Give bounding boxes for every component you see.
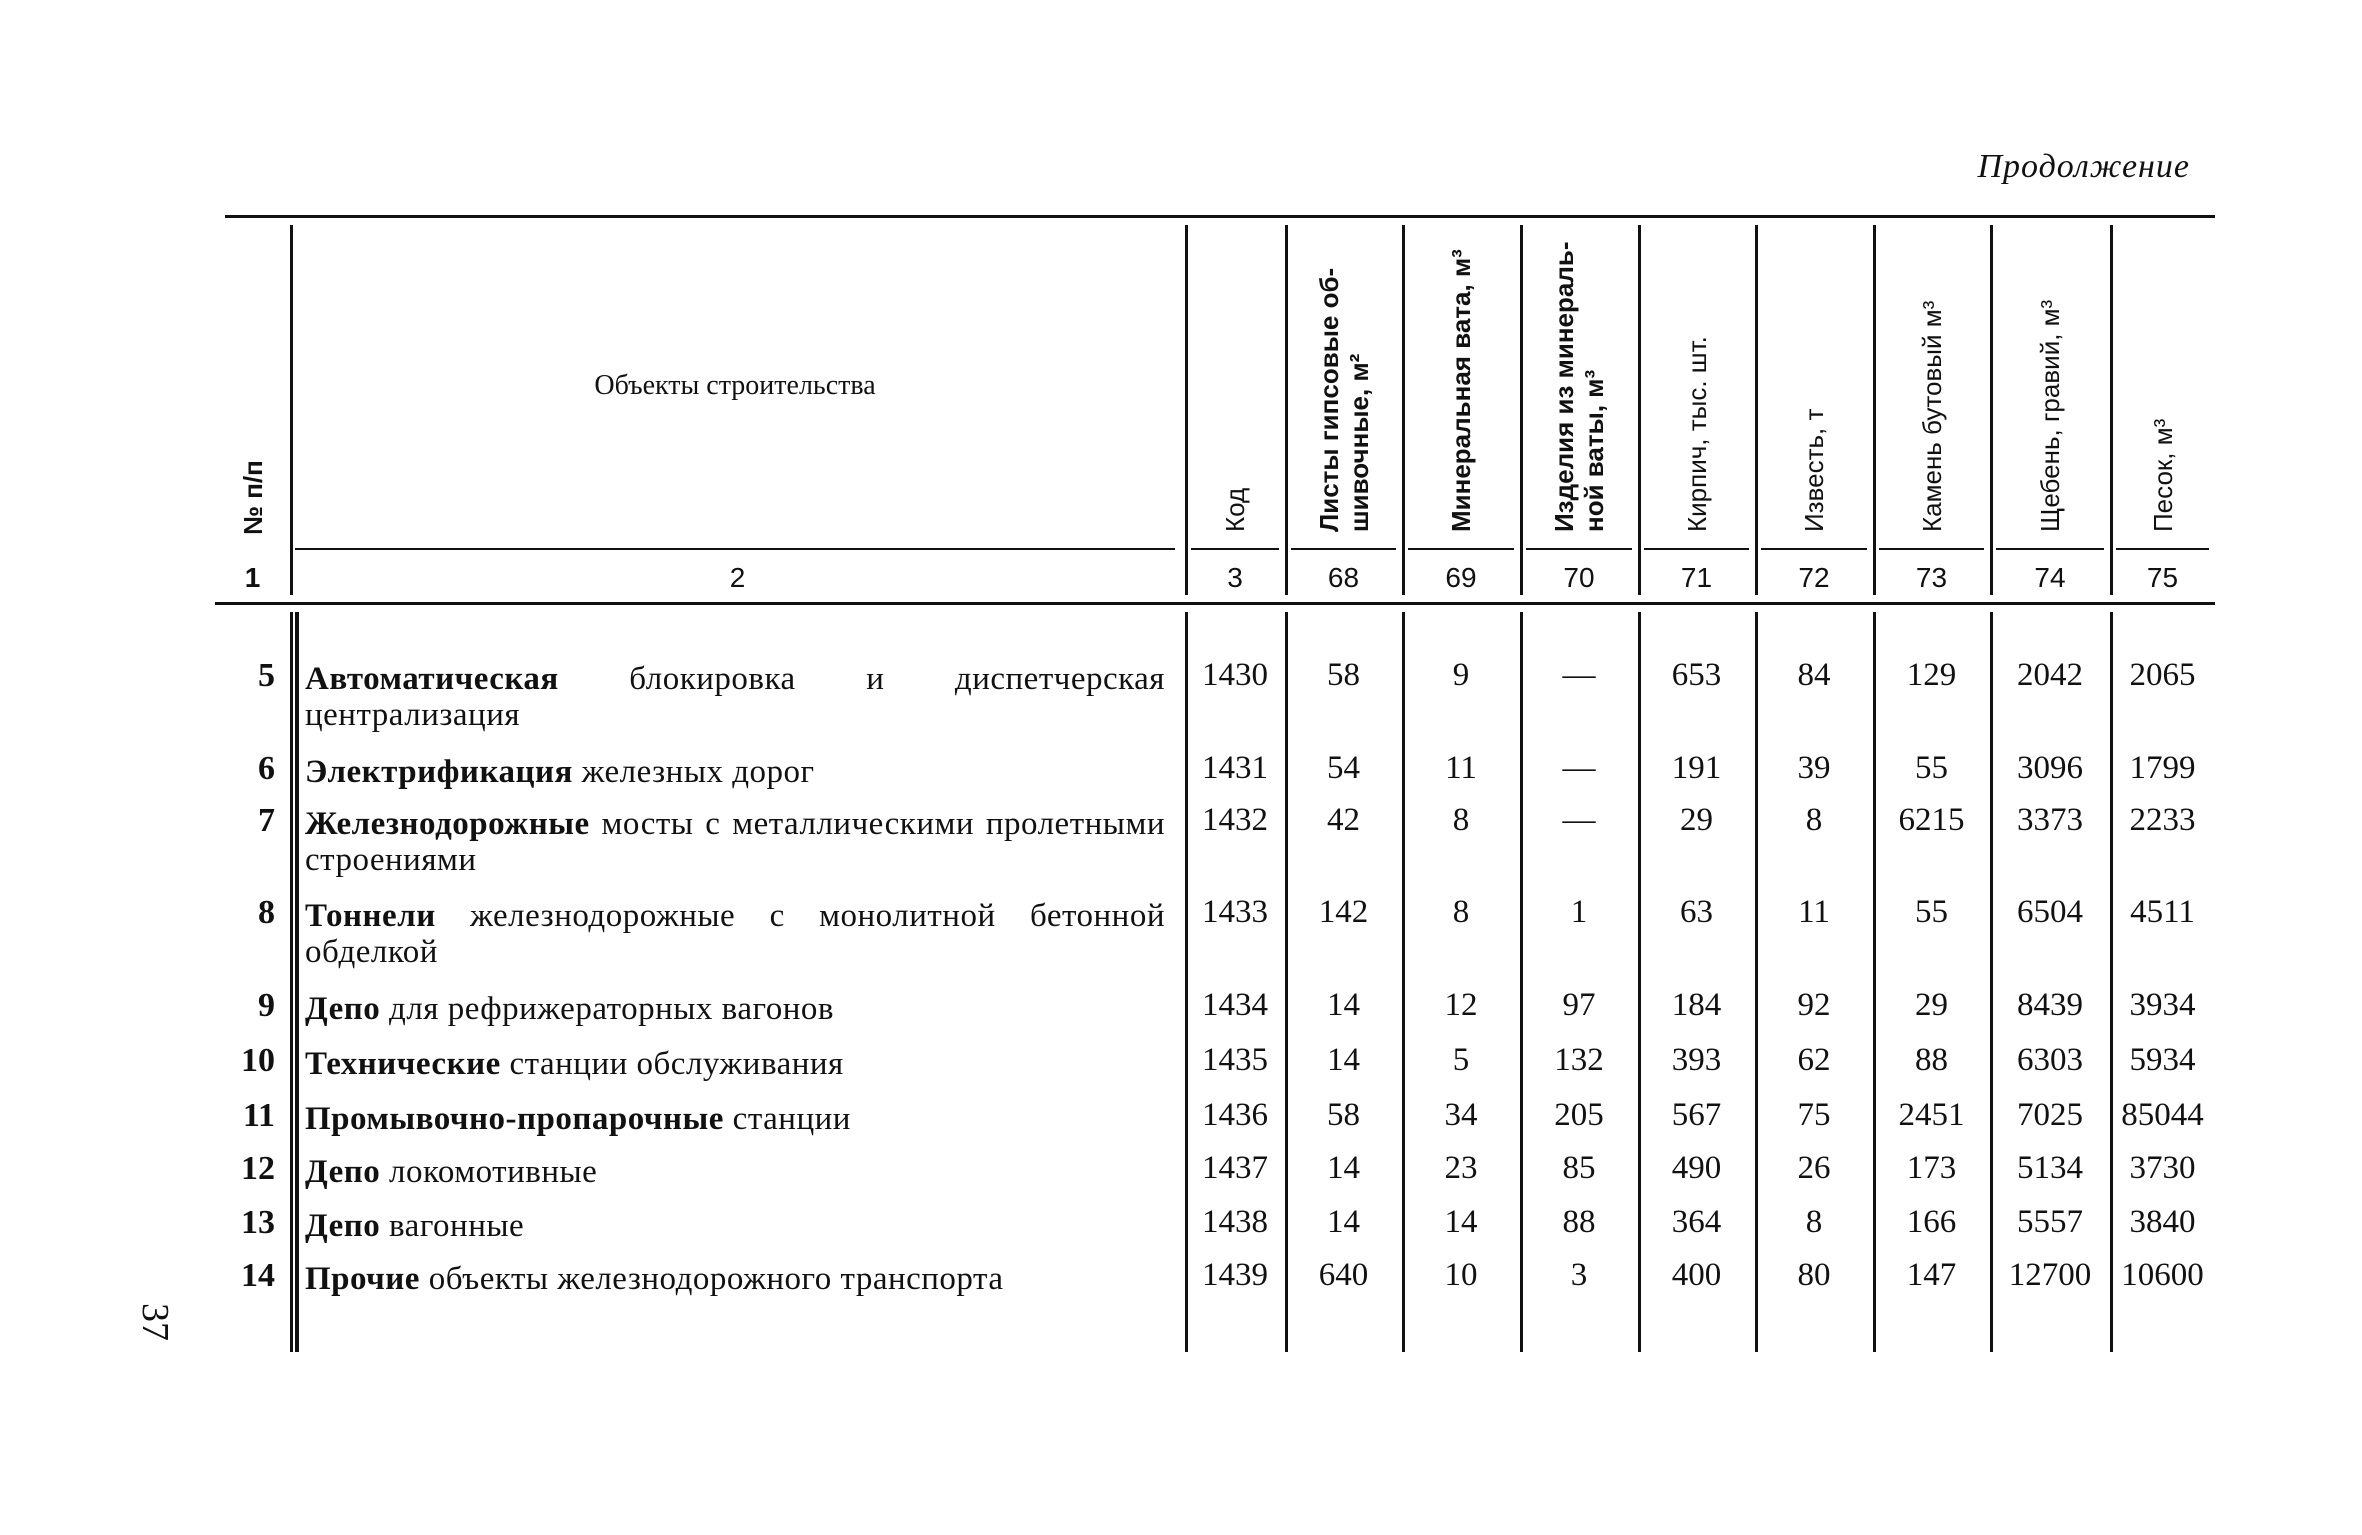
cell-code: 1431 <box>1202 750 1268 786</box>
cell-v71: 653 <box>1671 657 1722 693</box>
cell-v68: 14 <box>1327 1150 1360 1186</box>
row-name-rest: для рефрижераторных вагонов <box>380 991 834 1027</box>
column-number: 2 <box>729 562 746 593</box>
row-name-rest: блокировка и диспетчерская централизация <box>305 661 1165 733</box>
row-number: 7 <box>258 802 275 839</box>
header-objects: Объекты строительства <box>594 370 876 401</box>
header-column-9 <box>2148 418 2261 562</box>
cell-v70: 3 <box>1570 1257 1588 1293</box>
cell-v68: 640 <box>1318 1257 1369 1293</box>
cell-code: 1435 <box>1202 1042 1268 1078</box>
cell-v73: 88 <box>1915 1042 1948 1078</box>
row-number: 12 <box>241 1150 275 1187</box>
header-column-label: Известь, т <box>1799 408 1829 532</box>
cell-v70: 88 <box>1562 1204 1596 1240</box>
body-column-divider <box>1285 612 1288 1352</box>
row-number: 10 <box>241 1042 275 1079</box>
cell-v69: 5 <box>1452 1042 1470 1078</box>
header-column-label: Камень бутовый м³ <box>1917 300 1947 532</box>
body-column-divider <box>1520 612 1523 1352</box>
cell-code: 1438 <box>1202 1204 1268 1240</box>
cell-v71: 63 <box>1680 894 1713 930</box>
body-column-divider <box>1638 612 1641 1352</box>
column-number: 70 <box>1563 562 1595 593</box>
row-name-bold: Железнодорожные <box>305 806 590 842</box>
cell-v70: — <box>1562 802 1596 838</box>
cell-v75: 1799 <box>2129 750 2196 786</box>
cell-v74: 12700 <box>2008 1257 2092 1293</box>
header-column-divider <box>1285 225 1288 595</box>
cell-v72: 26 <box>1797 1150 1831 1186</box>
column-number: 72 <box>1798 562 1830 593</box>
cell-v72: 11 <box>1798 894 1830 930</box>
cell-v70: 132 <box>1554 1042 1604 1078</box>
row-name-rest: вагонные <box>380 1208 525 1244</box>
cell-v75: 2233 <box>2129 802 2196 838</box>
cell-v74: 5557 <box>2017 1204 2083 1240</box>
cell-v70: — <box>1562 657 1596 693</box>
cell-v73: 6215 <box>1898 802 1965 838</box>
row-name-rest: железных дорог <box>572 754 815 790</box>
cell-v69: 8 <box>1452 894 1470 930</box>
cell-v74: 7025 <box>2017 1097 2083 1133</box>
cell-v73: 55 <box>1915 894 1948 930</box>
body-column-divider <box>1755 612 1758 1352</box>
header-column-label: Листы гипсовые об- шивочные, м² <box>1314 267 1374 532</box>
header-column-6 <box>1799 408 1922 562</box>
cell-v74: 3096 <box>2017 750 2083 786</box>
cell-code: 1436 <box>1202 1097 1268 1133</box>
cell-v68: 14 <box>1327 1204 1360 1240</box>
cell-v71: 191 <box>1671 750 1722 786</box>
row-name-bold: Тоннели <box>305 898 436 934</box>
cell-v72: 8 <box>1805 1204 1823 1240</box>
cell-v69: 8 <box>1452 802 1470 838</box>
cell-v70: 1 <box>1570 894 1588 930</box>
column-number: 71 <box>1680 562 1713 593</box>
body-column-divider <box>1185 612 1188 1352</box>
cell-v72: 80 <box>1797 1257 1831 1293</box>
cell-v75: 2065 <box>2129 657 2196 693</box>
header-column-label: Песок, м³ <box>2148 418 2178 532</box>
header-no-label: № п/п <box>238 460 268 535</box>
continuation-label: Продолжение <box>1977 148 2190 185</box>
cell-v68: 142 <box>1318 894 1369 930</box>
column-number: 73 <box>1915 562 1948 593</box>
row-name-bold: Депо <box>305 1208 381 1244</box>
cell-v73: 2451 <box>1898 1097 1965 1133</box>
header-column-label: Изделия из минераль- ной ваты, м³ <box>1549 241 1609 532</box>
row-object-name <box>305 898 1165 970</box>
cell-v72: 84 <box>1797 657 1831 693</box>
cell-v71: 184 <box>1671 987 1722 1023</box>
cell-v74: 2042 <box>2017 657 2083 693</box>
column-number: 3 <box>1227 562 1243 593</box>
cell-v74: 3373 <box>2017 802 2083 838</box>
header-column-label: Минеральная вата, м³ <box>1446 249 1476 532</box>
body-column-divider <box>1402 612 1405 1352</box>
cell-v74: 8439 <box>2017 987 2083 1023</box>
row-object-name <box>305 1208 1165 1244</box>
column-number: 69 <box>1445 562 1477 593</box>
body-column-divider <box>1990 612 1993 1352</box>
row-name-bold: Депо <box>305 991 381 1027</box>
column-number: 74 <box>2034 562 2066 593</box>
cell-v73: 166 <box>1906 1204 1957 1240</box>
cell-v75: 3934 <box>2129 987 2196 1023</box>
cell-v71: 393 <box>1671 1042 1722 1078</box>
cell-v73: 173 <box>1906 1150 1957 1186</box>
body-column-divider <box>2110 612 2113 1352</box>
cell-v69: 14 <box>1444 1204 1478 1240</box>
body-left-divider <box>295 612 299 1352</box>
row-name-bold: Промывочно-пропарочные <box>305 1101 724 1137</box>
body-column-divider <box>290 612 293 1352</box>
cell-v68: 42 <box>1327 802 1360 838</box>
row-object-name <box>305 806 1165 878</box>
row-number: 13 <box>241 1204 275 1241</box>
cell-v68: 58 <box>1327 657 1360 693</box>
cell-v72: 92 <box>1797 987 1831 1023</box>
cell-v68: 14 <box>1327 987 1360 1023</box>
header-no <box>238 460 313 565</box>
row-object-name <box>305 991 1165 1027</box>
cell-v69: 23 <box>1444 1150 1478 1186</box>
cell-v75: 3730 <box>2129 1150 2196 1186</box>
cell-v72: 39 <box>1797 750 1831 786</box>
cell-v69: 9 <box>1452 657 1470 693</box>
cell-v75: 3840 <box>2129 1204 2196 1240</box>
cell-v68: 54 <box>1327 750 1360 786</box>
table-top-rule <box>225 215 2215 218</box>
row-object-name <box>305 1101 1165 1137</box>
row-number: 6 <box>258 750 275 787</box>
cell-v75: 5934 <box>2129 1042 2196 1078</box>
cell-v71: 567 <box>1671 1097 1722 1133</box>
cell-v68: 14 <box>1327 1042 1360 1078</box>
cell-v70: 97 <box>1562 987 1596 1023</box>
header-column-label: Щебень, гравий, м³ <box>2035 299 2065 532</box>
cell-v69: 11 <box>1445 750 1477 786</box>
cell-v68: 58 <box>1327 1097 1360 1133</box>
header-column-label: Код <box>1220 487 1250 532</box>
cell-v71: 490 <box>1671 1150 1722 1186</box>
column-number: 1 <box>244 562 261 593</box>
cell-v73: 147 <box>1906 1257 1957 1293</box>
cell-v74: 5134 <box>2017 1150 2083 1186</box>
page-number: 37 <box>134 1303 176 1341</box>
cell-v69: 12 <box>1444 987 1478 1023</box>
row-object-name <box>305 661 1165 733</box>
cell-code: 1433 <box>1202 894 1268 930</box>
row-number: 14 <box>241 1257 275 1294</box>
row-name-rest: станции <box>723 1101 851 1137</box>
cell-v71: 29 <box>1680 802 1713 838</box>
cell-v72: 8 <box>1805 802 1823 838</box>
row-number: 9 <box>258 987 275 1024</box>
row-object-name <box>305 1154 1165 1190</box>
cell-v70: 85 <box>1562 1150 1596 1186</box>
column-numbers-rule <box>215 602 2215 605</box>
row-name-bold: Прочие <box>305 1261 420 1297</box>
cell-code: 1439 <box>1202 1257 1268 1293</box>
cell-v74: 6303 <box>2017 1042 2083 1078</box>
cell-v72: 75 <box>1797 1097 1831 1133</box>
cell-v75: 10600 <box>2121 1257 2204 1293</box>
cell-v73: 55 <box>1915 750 1948 786</box>
column-number: 75 <box>2146 562 2179 593</box>
cell-v75: 4511 <box>2130 894 2195 930</box>
cell-code: 1437 <box>1202 1150 1268 1186</box>
row-object-name <box>305 1261 1165 1297</box>
row-name-bold: Электрификация <box>305 754 573 790</box>
column-number: 68 <box>1327 562 1360 593</box>
header-column-divider <box>1185 225 1188 595</box>
header-column-1 <box>1220 487 1264 562</box>
header-rule-objects <box>295 548 1175 550</box>
row-number: 5 <box>258 657 275 694</box>
cell-v69: 10 <box>1444 1257 1478 1293</box>
cell-v71: 364 <box>1671 1204 1722 1240</box>
row-name-rest: локомотивные <box>380 1154 598 1190</box>
cell-v75: 85044 <box>2121 1097 2204 1133</box>
header-column-label: Кирпич, тыс. шт. <box>1682 336 1712 532</box>
cell-v74: 6504 <box>2017 894 2083 930</box>
cell-v70: 205 <box>1554 1097 1604 1133</box>
cell-code: 1434 <box>1202 987 1268 1023</box>
row-name-bold: Технические <box>305 1046 501 1082</box>
cell-code: 1432 <box>1202 802 1268 838</box>
cell-v72: 62 <box>1797 1042 1831 1078</box>
row-name-rest: объекты железнодорожного транспорта <box>419 1261 1004 1297</box>
body-column-divider <box>1873 612 1876 1352</box>
row-name-rest: мосты с металлическими пролетными строениями <box>305 806 1165 878</box>
row-name-rest: железнодорожные с монолитной бетонной обделкой <box>305 898 1165 970</box>
row-object-name <box>305 754 1165 790</box>
row-object-name <box>305 1046 1165 1082</box>
row-number: 11 <box>242 1097 275 1134</box>
row-name-rest: станции обслуживания <box>500 1046 844 1082</box>
cell-v71: 400 <box>1671 1257 1722 1293</box>
cell-v73: 29 <box>1915 987 1948 1023</box>
cell-v69: 34 <box>1444 1097 1478 1133</box>
row-number: 8 <box>258 894 275 931</box>
cell-v73: 129 <box>1906 657 1957 693</box>
row-name-bold: Автоматическая <box>305 661 559 697</box>
cell-code: 1430 <box>1202 657 1268 693</box>
cell-v70: — <box>1562 750 1596 786</box>
row-name-bold: Депо <box>305 1154 381 1190</box>
